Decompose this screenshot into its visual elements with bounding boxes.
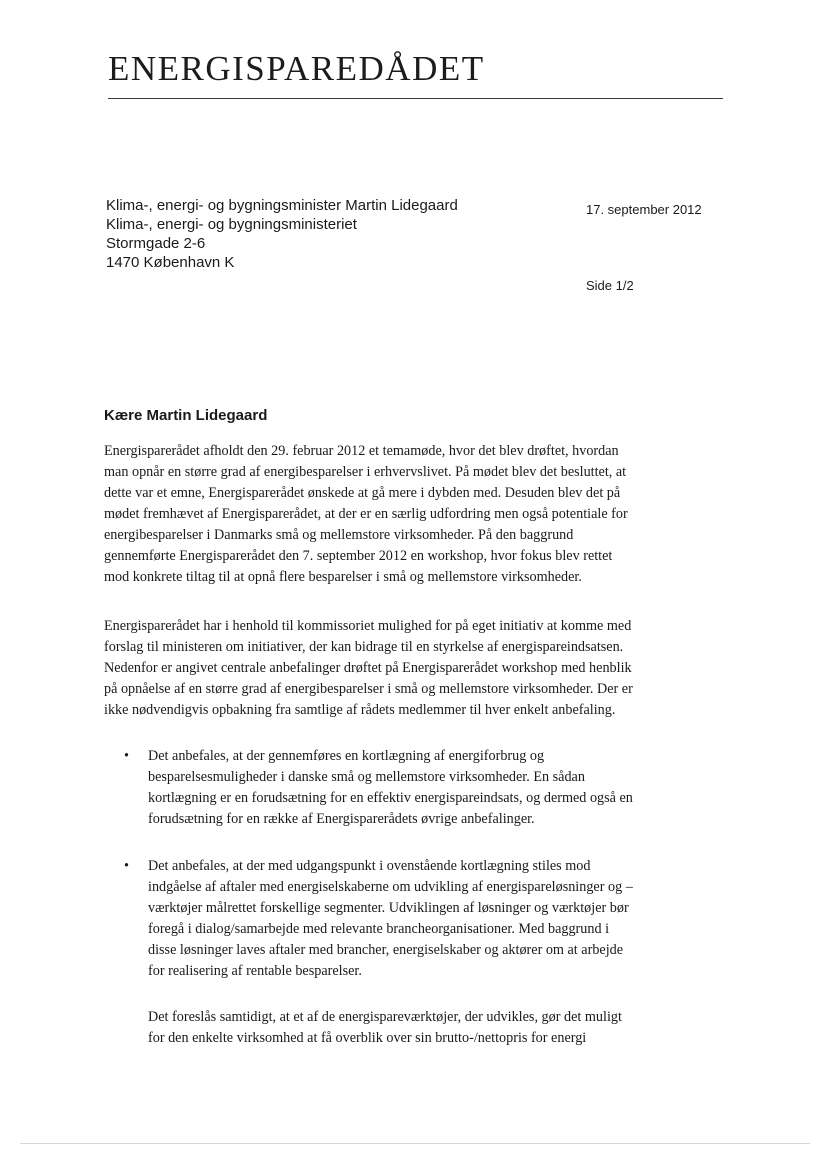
paragraph-line: mod konkrete tiltag til at opnå flere besparelser i små og mellemstore virksomheder. <box>104 569 582 585</box>
page-number: Side 1/2 <box>586 278 634 293</box>
bullet-text <box>148 746 633 830</box>
paragraph-line: Nedenfor er angivet centrale anbefalinger drøftet på Energisparerådet workshop med henblik <box>104 660 632 676</box>
letterhead-title: ENERGISPAREDÅDET <box>108 49 485 88</box>
paragraph-line: energibesparelser i Danmarks små og mellemstore virksomheder. På den baggrund <box>104 527 574 543</box>
bullet-line: disse løsninger laves aftaler med brancher, energiselskaber og aktører om at arbejde <box>148 942 624 958</box>
paragraph-1 <box>104 441 716 588</box>
recipient-line: Klima-, energi- og bygningsminister Martin Lidegaard <box>106 197 458 214</box>
recipient-line: Stormgade 2-6 <box>106 235 206 252</box>
paragraph-line: Energisparerådet afholdt den 29. februar 2012 et temamøde, hvor det blev drøftet, hvordan <box>104 443 619 459</box>
recipient-line: Klima-, energi- og bygningsministeriet <box>106 216 357 233</box>
paragraph-line: Energisparerådet har i henhold til kommissoriet mulighed for på eget initiativ at komme med <box>104 618 632 634</box>
bullet-icon: • <box>124 748 129 764</box>
bullet-line: Det anbefales, at der med udgangspunkt i ovenstående kortlægning stiles mod <box>148 858 591 874</box>
paragraph-line: på opnåelse af en større grad af energibesparelser i små og mellemstore virksomheder. Der er <box>104 681 633 697</box>
bullet-line: foregå i dialog/samarbejde med relevante brancheorganisationer. Med baggrund i <box>148 921 610 937</box>
paragraph-line: gennemførte Energisparerådet den 7. september 2012 en workshop, hvor fokus blev rettet <box>104 548 613 564</box>
paragraph-line: mødet fremhævet af Energisparerådet, at der er en særlig udfordring men også potentiale for <box>104 506 628 522</box>
bullet-icon: • <box>124 858 129 874</box>
bullet-line: kortlægning er en forudsætning for en effektiv energispareindsats, og dermed også en <box>148 790 633 806</box>
bullet-line: for realisering af rentable besparelser. <box>148 963 362 979</box>
paragraph-line: man opnår en større grad af energibesparelser i erhvervslivet. På mødet blev det besluttet, at <box>104 464 627 480</box>
letterhead-rule <box>108 98 723 99</box>
paragraph-3 <box>148 1007 622 1049</box>
paragraph-line: Det foreslås samtidigt, at et af de energispareværktøjer, der udvikles, gør det muligt <box>148 1009 622 1025</box>
bullet-line: forudsætning for en række af Energisparerådets øvrige anbefalinger. <box>148 811 535 827</box>
paragraph-line: ikke nødvendigvis opbakning fra samtlige af rådets medlemmer til hver enkelt anbefaling. <box>104 702 616 718</box>
salutation: Kære Martin Lidegaard <box>104 407 268 424</box>
bullet-line: værktøjer målrettet forskellige segmenter. Udviklingen af løsninger og værktøjer bør <box>148 900 629 916</box>
recipient-line: 1470 København K <box>106 254 235 271</box>
letter-date: 17. september 2012 <box>586 202 702 217</box>
bullet-line: besparelsesmuligheder i danske små og mellemstore virksomheder. En sådan <box>148 769 585 785</box>
paragraph-line: dette var et emne, Energisparerådet ønskede at gå mere i dybden med. Desuden blev det på <box>104 485 621 501</box>
bullet-line: indgåelse af aftaler med energiselskaberne om udvikling af energispareløsninger og – <box>148 879 633 895</box>
paragraph-2 <box>104 616 716 721</box>
page-bottom-edge <box>20 1143 810 1144</box>
paragraph-line: forslag til ministeren om initiativer, der kan bidrage til en styrkelse af energispareindsatsen. <box>104 639 624 655</box>
recipient-address <box>106 196 458 272</box>
bullet-line: Det anbefales, at der gennemføres en kortlægning af energiforbrug og <box>148 748 545 764</box>
paragraph-line: for den enkelte virksomhed at få overblik over sin brutto-/nettopris for energi <box>148 1030 587 1046</box>
bullet-text <box>148 856 633 982</box>
